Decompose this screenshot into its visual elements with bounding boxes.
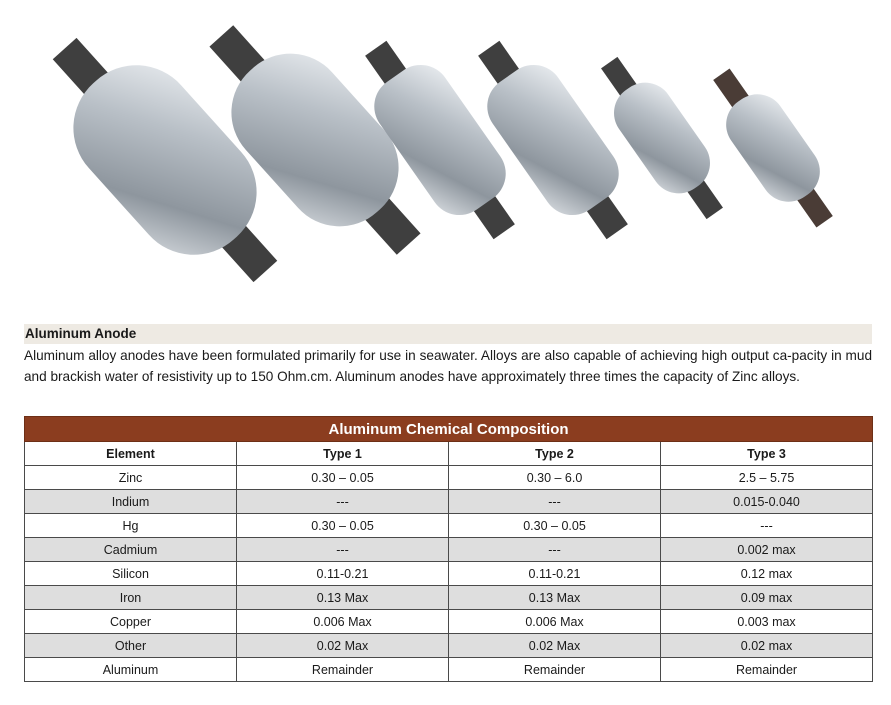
table-cell: 0.11-0.21 — [449, 562, 661, 586]
column-header-type-3: Type 3 — [661, 442, 873, 466]
table-cell: Zinc — [25, 466, 237, 490]
table-row — [25, 466, 873, 490]
table-row — [25, 490, 873, 514]
table-cell: Other — [25, 634, 237, 658]
table-cell: 0.006 Max — [449, 610, 661, 634]
table-row — [25, 562, 873, 586]
table-cell: 0.30 – 0.05 — [237, 466, 449, 490]
table-cell: 0.09 max — [661, 586, 873, 610]
table-cell: 0.006 Max — [237, 610, 449, 634]
composition-table — [24, 416, 873, 682]
table-cell: Remainder — [661, 658, 873, 682]
anodes-photo — [0, 0, 891, 318]
table-cell: Cadmium — [25, 538, 237, 562]
table-cell: Remainder — [237, 658, 449, 682]
column-header-type-2: Type 2 — [449, 442, 661, 466]
table-row — [25, 514, 873, 538]
table-cell: Hg — [25, 514, 237, 538]
section-intro: Aluminum alloy anodes have been formulated primarily for use in seawater. Alloys are also capable of achieving high output ca-pacity in mud and brackish water of resistivity up to 150 Ohm.cm. Aluminum anodes have approximately three times the capacity of Zinc alloys. — [24, 348, 872, 384]
table-cell: 0.13 Max — [449, 586, 661, 610]
table-cell: --- — [237, 490, 449, 514]
table-cell: Aluminum — [25, 658, 237, 682]
table-cell: Iron — [25, 586, 237, 610]
column-header-type-1: Type 1 — [237, 442, 449, 466]
table-cell: --- — [449, 538, 661, 562]
table-cell: 0.12 max — [661, 562, 873, 586]
table-cell: --- — [449, 490, 661, 514]
table-caption: Aluminum Chemical Composition — [25, 417, 873, 442]
table-cell: 0.02 Max — [237, 634, 449, 658]
section-title: Aluminum Anode — [24, 324, 872, 344]
table-cell: 0.003 max — [661, 610, 873, 634]
table-row — [25, 658, 873, 682]
table-cell: 0.11-0.21 — [237, 562, 449, 586]
table-cell: 0.02 Max — [449, 634, 661, 658]
table-cell: Copper — [25, 610, 237, 634]
table-row — [25, 538, 873, 562]
table-cell: Remainder — [449, 658, 661, 682]
table-row — [25, 586, 873, 610]
table-cell: 0.02 max — [661, 634, 873, 658]
table-cell: 0.015-0.040 — [661, 490, 873, 514]
table-row — [25, 610, 873, 634]
table-cell: --- — [237, 538, 449, 562]
table-cell: Indium — [25, 490, 237, 514]
table-cell: 2.5 – 5.75 — [661, 466, 873, 490]
table-cell: Silicon — [25, 562, 237, 586]
table-cell: 0.13 Max — [237, 586, 449, 610]
table-cell: 0.30 – 0.05 — [237, 514, 449, 538]
table-cell: 0.30 – 6.0 — [449, 466, 661, 490]
column-header-element: Element — [25, 442, 237, 466]
anode-6-image — [697, 57, 849, 239]
table-cell: --- — [661, 514, 873, 538]
table-cell: 0.002 max — [661, 538, 873, 562]
table-row — [25, 634, 873, 658]
table-cell: 0.30 – 0.05 — [449, 514, 661, 538]
